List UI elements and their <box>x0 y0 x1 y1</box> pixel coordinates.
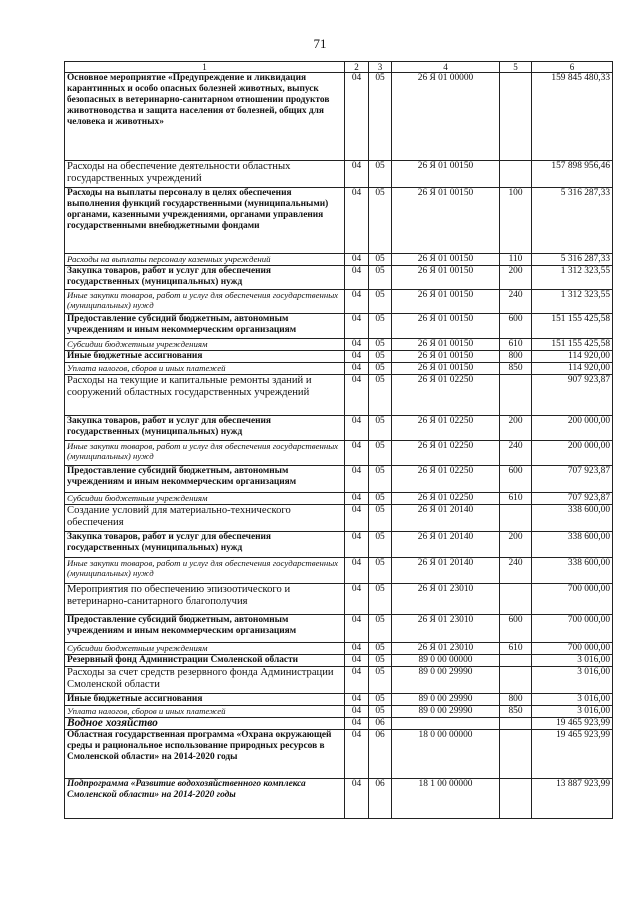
row-section: 04 <box>345 655 369 667</box>
header-col-3: 3 <box>369 62 392 73</box>
row-subsection: 05 <box>369 441 392 466</box>
row-subsection: 05 <box>369 655 392 667</box>
row-amount: 3 016,00 <box>532 667 613 694</box>
table-row <box>65 161 613 188</box>
row-amount: 19 465 923,99 <box>532 730 613 779</box>
row-amount: 114 920,00 <box>532 351 613 363</box>
row-amount: 700 000,00 <box>532 584 613 615</box>
row-target-article: 26 Я 01 20140 <box>392 558 500 584</box>
row-expense-type: 240 <box>500 290 532 314</box>
table-row <box>65 466 613 493</box>
row-section: 04 <box>345 416 369 441</box>
row-expense-type: 850 <box>500 363 532 375</box>
row-section: 04 <box>345 188 369 254</box>
row-target-article: 26 Я 01 00150 <box>392 314 500 339</box>
row-expense-type: 240 <box>500 441 532 466</box>
row-section: 04 <box>345 363 369 375</box>
row-amount: 3 016,00 <box>532 694 613 706</box>
row-subsection: 05 <box>369 290 392 314</box>
row-amount: 907 923,87 <box>532 375 613 416</box>
row-target-article: 26 Я 01 00150 <box>392 339 500 351</box>
table-row <box>65 363 613 375</box>
table-row <box>65 290 613 314</box>
row-target-article: 26 Я 01 02250 <box>392 493 500 505</box>
row-subsection: 05 <box>369 493 392 505</box>
row-expense-type <box>500 667 532 694</box>
row-section: 04 <box>345 375 369 416</box>
row-section: 04 <box>345 694 369 706</box>
table-row <box>65 532 613 558</box>
row-amount: 13 887 923,99 <box>532 779 613 819</box>
row-section: 04 <box>345 718 369 730</box>
row-amount: 338 600,00 <box>532 558 613 584</box>
row-subsection: 05 <box>369 667 392 694</box>
table-row <box>65 493 613 505</box>
table-row <box>65 375 613 416</box>
row-section: 04 <box>345 441 369 466</box>
row-name: Расходы на выплаты персоналу казенных учреждений <box>65 254 345 266</box>
row-section: 04 <box>345 314 369 339</box>
row-target-article: 26 Я 01 00150 <box>392 254 500 266</box>
table-row <box>65 188 613 254</box>
row-subsection: 05 <box>369 706 392 718</box>
row-name: Иные бюджетные ассигнования <box>65 694 345 706</box>
row-amount: 3 016,00 <box>532 655 613 667</box>
row-section: 04 <box>345 505 369 532</box>
row-name: Расходы на обеспечение деятельности областных государственных учреждений <box>65 161 345 188</box>
row-name: Иные закупки товаров, работ и услуг для обеспечения государственных (муниципальных) нужд <box>65 441 345 466</box>
row-target-article: 26 Я 01 02250 <box>392 441 500 466</box>
header-col-2: 2 <box>345 62 369 73</box>
row-subsection: 05 <box>369 466 392 493</box>
table-header-row <box>65 62 613 73</box>
row-target-article: 26 Я 01 23010 <box>392 615 500 643</box>
row-expense-type: 850 <box>500 706 532 718</box>
row-expense-type <box>500 779 532 819</box>
row-target-article: 18 0 00 00000 <box>392 730 500 779</box>
row-subsection: 06 <box>369 730 392 779</box>
row-name: Иные закупки товаров, работ и услуг для обеспечения государственных (муниципальных) нужд <box>65 558 345 584</box>
row-expense-type: 200 <box>500 416 532 441</box>
row-name: Закупка товаров, работ и услуг для обеспечения государственных (муниципальных) нужд <box>65 266 345 290</box>
row-subsection: 05 <box>369 375 392 416</box>
table-row <box>65 643 613 655</box>
row-subsection: 05 <box>369 161 392 188</box>
row-amount: 5 316 287,33 <box>532 254 613 266</box>
row-amount: 200 000,00 <box>532 416 613 441</box>
row-target-article: 89 0 00 29990 <box>392 694 500 706</box>
row-name: Уплата налогов, сборов и иных платежей <box>65 363 345 375</box>
row-section: 04 <box>345 667 369 694</box>
row-amount: 700 000,00 <box>532 643 613 655</box>
table-row <box>65 584 613 615</box>
row-expense-type: 100 <box>500 188 532 254</box>
table-row <box>65 266 613 290</box>
row-amount: 3 016,00 <box>532 706 613 718</box>
row-target-article: 26 Я 01 00150 <box>392 290 500 314</box>
row-target-article: 26 Я 01 00000 <box>392 73 500 161</box>
header-col-6: 6 <box>532 62 613 73</box>
header-col-4: 4 <box>392 62 500 73</box>
page-number: 71 <box>313 36 327 51</box>
table-row <box>65 254 613 266</box>
row-section: 04 <box>345 493 369 505</box>
row-subsection: 05 <box>369 615 392 643</box>
row-subsection: 05 <box>369 416 392 441</box>
row-name: Подпрограмма «Развитие водохозяйственного комплекса Смоленской области» на 2014-2020 годы <box>65 779 345 819</box>
row-name: Субсидии бюджетным учреждениям <box>65 339 345 351</box>
row-name: Закупка товаров, работ и услуг для обеспечения государственных (муниципальных) нужд <box>65 416 345 441</box>
row-name: Областная государственная программа «Охрана окружающей среды и рациональное использование природных ресурсов в Смоленской области» на 2014-2020 годы <box>65 730 345 779</box>
table-row <box>65 779 613 819</box>
row-section: 04 <box>345 779 369 819</box>
row-expense-type: 110 <box>500 254 532 266</box>
row-subsection: 05 <box>369 351 392 363</box>
row-subsection: 05 <box>369 266 392 290</box>
row-expense-type: 200 <box>500 266 532 290</box>
row-amount: 151 155 425,58 <box>532 314 613 339</box>
table-row <box>65 730 613 779</box>
row-expense-type: 600 <box>500 314 532 339</box>
table-row <box>65 339 613 351</box>
row-name: Субсидии бюджетным учреждениям <box>65 493 345 505</box>
row-target-article: 26 Я 01 00150 <box>392 188 500 254</box>
table-row <box>65 314 613 339</box>
row-amount: 338 600,00 <box>532 532 613 558</box>
row-target-article: 18 1 00 00000 <box>392 779 500 819</box>
row-subsection: 05 <box>369 314 392 339</box>
row-amount: 700 000,00 <box>532 615 613 643</box>
row-amount: 114 920,00 <box>532 363 613 375</box>
row-expense-type: 800 <box>500 351 532 363</box>
header-col-1: 1 <box>65 62 345 73</box>
row-expense-type <box>500 655 532 667</box>
row-section: 04 <box>345 254 369 266</box>
table-row <box>65 655 613 667</box>
row-subsection: 05 <box>369 339 392 351</box>
row-amount: 707 923,87 <box>532 493 613 505</box>
table-row <box>65 558 613 584</box>
table-row <box>65 694 613 706</box>
row-amount: 157 898 956,46 <box>532 161 613 188</box>
row-name: Расходы на текущие и капитальные ремонты зданий и сооружений областных государственных учреждений <box>65 375 345 416</box>
row-section: 04 <box>345 466 369 493</box>
row-target-article: 26 Я 01 23010 <box>392 584 500 615</box>
row-expense-type: 610 <box>500 339 532 351</box>
row-expense-type <box>500 505 532 532</box>
row-expense-type: 610 <box>500 493 532 505</box>
row-expense-type: 240 <box>500 558 532 584</box>
table-row <box>65 505 613 532</box>
row-target-article: 89 0 00 29990 <box>392 706 500 718</box>
row-section: 04 <box>345 351 369 363</box>
row-name: Водное хозяйство <box>65 718 345 730</box>
row-target-article: 26 Я 01 20140 <box>392 505 500 532</box>
row-target-article: 26 Я 01 02250 <box>392 466 500 493</box>
row-expense-type: 800 <box>500 694 532 706</box>
row-name: Уплата налогов, сборов и иных платежей <box>65 706 345 718</box>
table-row <box>65 73 613 161</box>
row-subsection: 05 <box>369 643 392 655</box>
row-target-article: 26 Я 01 00150 <box>392 363 500 375</box>
table-row <box>65 718 613 730</box>
row-expense-type: 200 <box>500 532 532 558</box>
row-target-article: 89 0 00 29990 <box>392 667 500 694</box>
row-section: 04 <box>345 584 369 615</box>
row-section: 04 <box>345 558 369 584</box>
row-expense-type <box>500 73 532 161</box>
row-expense-type <box>500 161 532 188</box>
row-section: 04 <box>345 532 369 558</box>
row-subsection: 05 <box>369 532 392 558</box>
row-section: 04 <box>345 161 369 188</box>
row-target-article: 26 Я 01 02250 <box>392 416 500 441</box>
row-name: Мероприятия по обеспечению эпизоотического и ветеринарно-санитарного благополучия <box>65 584 345 615</box>
row-target-article: 89 0 00 00000 <box>392 655 500 667</box>
row-amount: 200 000,00 <box>532 441 613 466</box>
row-section: 04 <box>345 339 369 351</box>
row-amount: 19 465 923,99 <box>532 718 613 730</box>
row-expense-type <box>500 718 532 730</box>
row-expense-type <box>500 730 532 779</box>
row-amount: 707 923,87 <box>532 466 613 493</box>
table-row <box>65 667 613 694</box>
row-amount: 1 312 323,55 <box>532 290 613 314</box>
row-target-article: 26 Я 01 00150 <box>392 351 500 363</box>
row-expense-type <box>500 375 532 416</box>
table-row <box>65 441 613 466</box>
row-section: 04 <box>345 615 369 643</box>
row-target-article: 26 Я 01 02250 <box>392 375 500 416</box>
table-body <box>65 73 613 819</box>
row-amount: 151 155 425,58 <box>532 339 613 351</box>
row-expense-type: 600 <box>500 466 532 493</box>
row-subsection: 06 <box>369 779 392 819</box>
row-target-article <box>392 718 500 730</box>
row-name: Предоставление субсидий бюджетным, автономным учреждениям и иным некоммерческим организациям <box>65 466 345 493</box>
header-col-5: 5 <box>500 62 532 73</box>
row-subsection: 05 <box>369 188 392 254</box>
row-amount: 159 845 480,33 <box>532 73 613 161</box>
row-subsection: 05 <box>369 505 392 532</box>
budget-table <box>64 61 613 819</box>
row-name: Иные закупки товаров, работ и услуг для обеспечения государственных (муниципальных) нужд <box>65 290 345 314</box>
row-subsection: 05 <box>369 73 392 161</box>
row-name: Расходы за счет средств резервного фонда Администрации Смоленской области <box>65 667 345 694</box>
row-amount: 1 312 323,55 <box>532 266 613 290</box>
row-target-article: 26 Я 01 23010 <box>392 643 500 655</box>
table-row <box>65 351 613 363</box>
row-name: Предоставление субсидий бюджетным, автономным учреждениям и иным некоммерческим организациям <box>65 314 345 339</box>
table-row <box>65 615 613 643</box>
row-subsection: 05 <box>369 558 392 584</box>
row-name: Создание условий для материально-технического обеспечения <box>65 505 345 532</box>
row-name: Закупка товаров, работ и услуг для обеспечения государственных (муниципальных) нужд <box>65 532 345 558</box>
row-target-article: 26 Я 01 20140 <box>392 532 500 558</box>
row-subsection: 05 <box>369 254 392 266</box>
table-row <box>65 416 613 441</box>
row-section: 04 <box>345 266 369 290</box>
row-name: Резервный фонд Администрации Смоленской области <box>65 655 345 667</box>
row-name: Предоставление субсидий бюджетным, автономным учреждениям и иным некоммерческим организациям <box>65 615 345 643</box>
row-section: 04 <box>345 706 369 718</box>
row-amount: 338 600,00 <box>532 505 613 532</box>
row-expense-type: 610 <box>500 643 532 655</box>
row-section: 04 <box>345 643 369 655</box>
table-row <box>65 706 613 718</box>
row-name: Основное мероприятие «Предупреждение и ликвидация карантинных и особо опасных болезней животных, выпуск безопасных в ветеринарно-санитарном отношении продуктов животноводства и защита населения от болезней, общих для человека и животных» <box>65 73 345 161</box>
row-subsection: 05 <box>369 694 392 706</box>
row-subsection: 05 <box>369 584 392 615</box>
row-name: Субсидии бюджетным учреждениям <box>65 643 345 655</box>
row-name: Расходы на выплаты персоналу в целях обеспечения выполнения функций государственными (муниципальными) органами, казенными учреждениями, органами управления государственными внебюджетными фондами <box>65 188 345 254</box>
row-expense-type <box>500 584 532 615</box>
row-target-article: 26 Я 01 00150 <box>392 161 500 188</box>
row-target-article: 26 Я 01 00150 <box>392 266 500 290</box>
row-section: 04 <box>345 290 369 314</box>
row-section: 04 <box>345 73 369 161</box>
row-expense-type: 600 <box>500 615 532 643</box>
row-section: 04 <box>345 730 369 779</box>
row-name: Иные бюджетные ассигнования <box>65 351 345 363</box>
row-subsection: 05 <box>369 363 392 375</box>
row-amount: 5 316 287,33 <box>532 188 613 254</box>
row-subsection: 06 <box>369 718 392 730</box>
